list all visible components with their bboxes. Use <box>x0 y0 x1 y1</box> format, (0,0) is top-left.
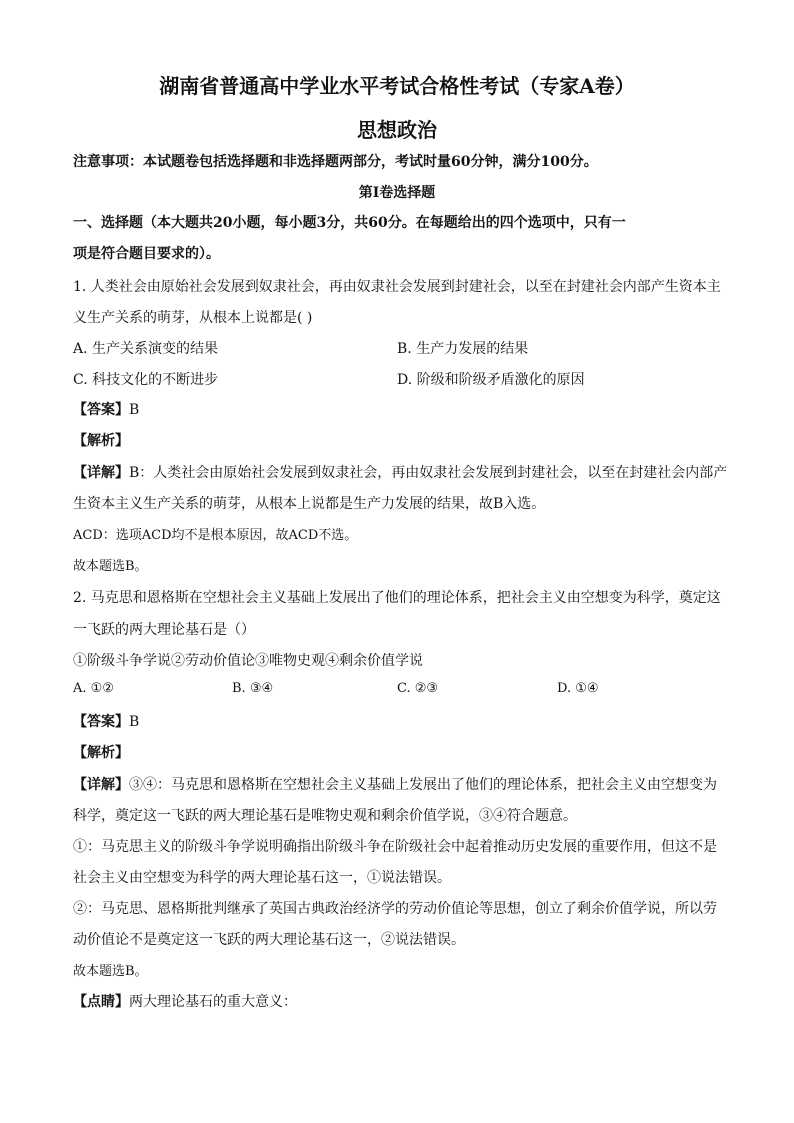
q1-acd-note: ACD：选项ACD均不是根本原因，故ACD不选。 <box>73 528 358 543</box>
q1-analysis-label: 【解析】 <box>73 433 129 449</box>
q2-conclusion: 故本题选B。 <box>73 964 148 979</box>
q2-answer-tag: 【答案】 <box>73 714 129 730</box>
q1-detail-text: B：人类社会由原始社会发展到奴隶社会，再由奴隶社会发展到封建社会，以至在封建社会内部产 <box>129 465 728 481</box>
q2-stem-line2: 一飞跃的两大理论基石是（） <box>73 622 255 638</box>
q2-answer <box>73 711 139 731</box>
q2-point2-line1: ②：马克思、恩格斯批判继承了英国古典政治经济学的劳动价值论等思想，创立了剩余价值学说，所以劳 <box>73 901 717 917</box>
q2-option-a: A. ①② <box>73 681 114 696</box>
q2-point1-line2: 社会主义由空想变为科学的两大理论基石这一，①说法错误。 <box>73 870 451 886</box>
q2-point-tag: 【点睛】 <box>73 994 129 1010</box>
q1-detail-line1 <box>73 462 727 482</box>
q2-detail-text: ③④：马克思和恩格斯在空想社会主义基础上发展出了他们的理论体系，把社会主义由空想变为 <box>129 777 717 793</box>
section-title: 第I卷选择题 <box>358 185 436 201</box>
q1-option-d: D. 阶级和阶级矛盾激化的原因 <box>397 372 585 388</box>
q1-option-b: B. 生产力发展的结果 <box>397 341 529 357</box>
q2-items: ①阶级斗争学说②劳动价值论③唯物史观④剩余价值学说 <box>73 653 423 669</box>
q2-analysis-label: 【解析】 <box>73 745 129 761</box>
part1-instruction-line1: 一、选择题（本大题共20小题，每小题3分，共60分。在每题给出的四个选项中，只有一 <box>73 215 626 231</box>
q2-analysis-tag <box>73 742 129 762</box>
q2-option-d: D. ①④ <box>557 681 599 696</box>
exam-title: 湖南省普通高中学业水平考试合格性考试（专家A卷） <box>159 74 635 98</box>
q1-answer <box>73 399 139 419</box>
subject-title: 思想政治 <box>357 118 437 142</box>
q1-option-c: C. 科技文化的不断进步 <box>73 372 219 388</box>
q1-stem-line1: 1. 人类社会由原始社会发展到奴隶社会，再由奴隶社会发展到封建社会，以至在封建社会内部产生资本主 <box>73 279 721 295</box>
q1-detail-tag: 【详解】 <box>73 465 129 481</box>
q2-stem-line1: 2. 马克思和恩格斯在空想社会主义基础上发展出了他们的理论体系，把社会主义由空想变为科学，奠定这 <box>73 590 721 606</box>
q1-analysis-tag <box>73 430 129 450</box>
q1-answer-tag: 【答案】 <box>73 402 129 418</box>
q2-detail-line2: 科学，奠定这一飞跃的两大理论基石是唯物史观和剩余价值学说，③④符合题意。 <box>73 808 577 824</box>
q1-option-a: A. 生产关系演变的结果 <box>73 341 219 357</box>
q2-option-c: C. ②③ <box>397 681 439 696</box>
q1-detail-line2: 生资本主义生产关系的萌芽，从根本上说都是生产力发展的结果，故B入选。 <box>73 496 546 512</box>
q2-option-b: B. ③④ <box>232 681 274 696</box>
q2-detail-tag: 【详解】 <box>73 777 129 793</box>
q1-answer-value: B <box>129 402 140 418</box>
q1-stem-line2: 义生产关系的萌芽，从根本上说都是( ) <box>73 310 313 326</box>
part1-instruction-line2: 项是符合题目要求的）。 <box>73 246 220 262</box>
q2-point-text: 两大理论基石的重大意义： <box>129 994 297 1010</box>
q2-point-note <box>73 991 297 1011</box>
q1-conclusion: 故本题选B。 <box>73 559 148 574</box>
q2-answer-value: B <box>129 714 140 730</box>
q2-point2-line2: 动价值论不是奠定这一飞跃的两大理论基石这一，②说法错误。 <box>73 932 465 948</box>
q2-detail-line1 <box>73 774 717 794</box>
notice-text: 注意事项：本试题卷包括选择题和非选择题两部分，考试时量60分钟，满分100分。 <box>73 154 598 170</box>
q2-point1-line1: ①：马克思主义的阶级斗争学说明确指出阶级斗争在阶级社会中起着推动历史发展的重要作用，但这不是 <box>73 839 717 855</box>
